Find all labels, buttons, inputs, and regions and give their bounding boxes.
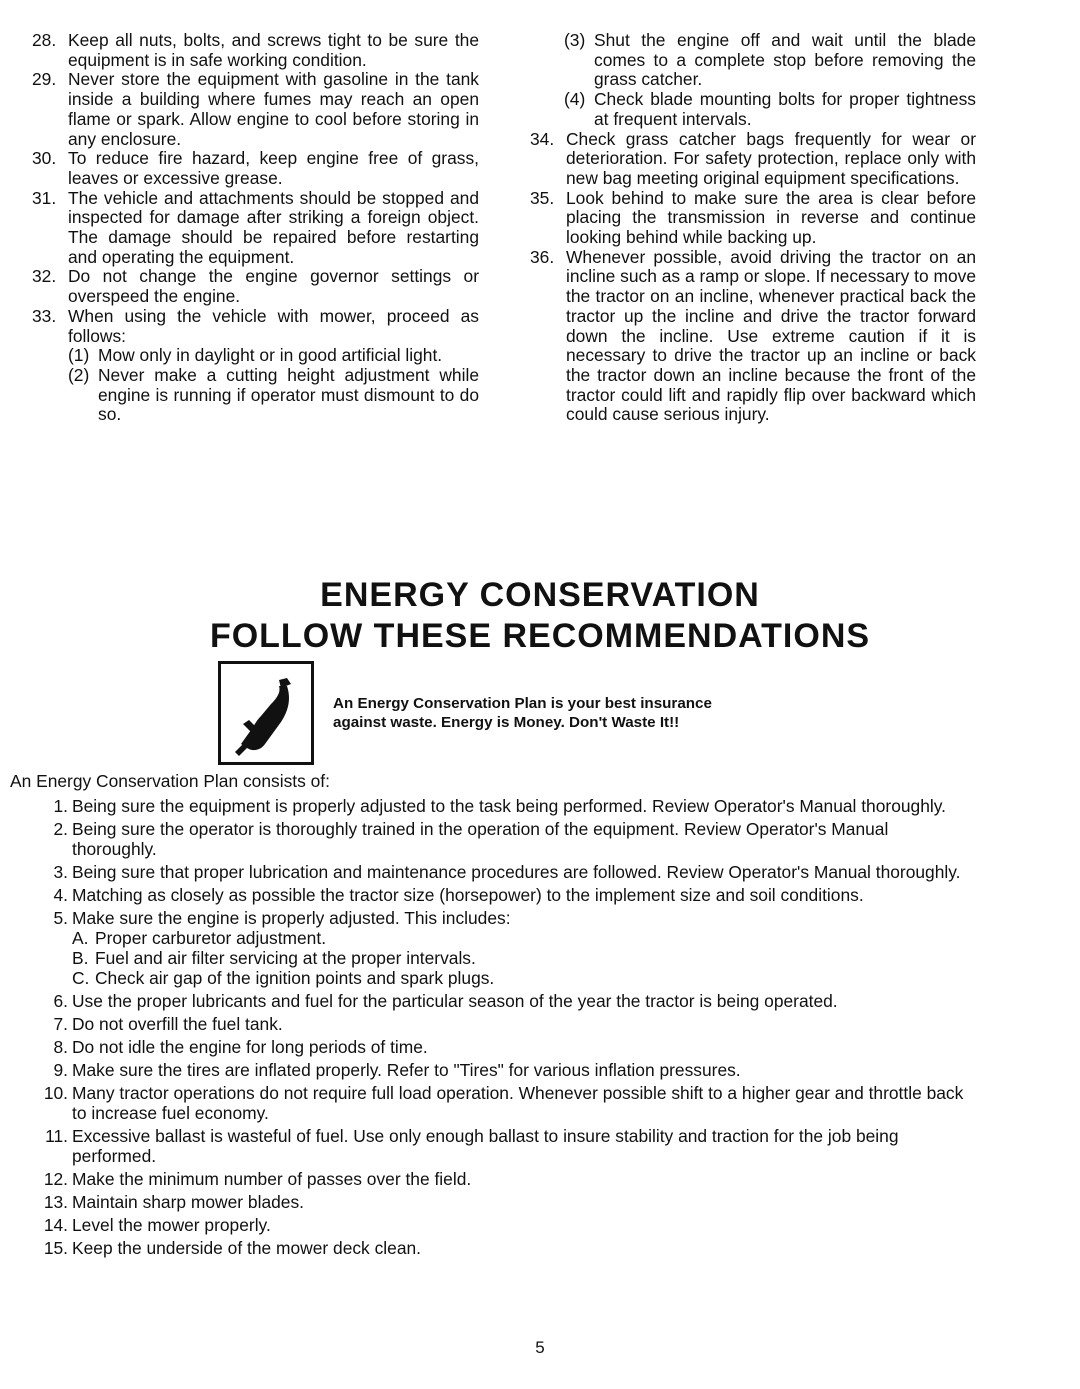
safety-item-31 [32,189,479,268]
energy-item-3 [10,862,972,882]
energy-item-1 [10,796,972,816]
safety-item-36 [530,248,976,425]
item-text: Keep the underside of the mower deck clean. [72,1238,421,1258]
section-subtitle: FOLLOW THESE RECOMMENDATIONS [209,617,871,655]
item-number: 10. [43,1083,68,1103]
energy-item-15 [10,1238,972,1258]
sub-text: Proper carburetor adjustment. [95,928,327,948]
item-number: 34. [530,128,555,149]
safety-item-32 [32,267,479,306]
item-text: Being sure the equipment is properly adjusted to the task being performed. Review Operator's Manual thoroughly. [72,796,946,816]
item-number: 33. [32,305,57,326]
item-text: Do not overfill the fuel tank. [72,1014,283,1034]
safety-item-34 [530,130,976,189]
safety-left-column [32,31,479,425]
step-text: Check blade mounting bolts for proper tightness at frequent intervals. [594,89,976,129]
section-title: ENERGY CONSERVATION [320,576,760,614]
item-number: 8. [53,1037,68,1057]
energy-item-9 [10,1060,972,1080]
item-text: Whenever possible, avoid driving the tractor on an incline such as a ramp or slope. If necessary to move the tractor on an incline, whenever practical back the tractor up the incline and drive the tractor forward down the incline. Use extreme caution if it is necessary to drive the tractor up an incline or back the tractor down an incline because the front of the tractor could lift and rapidly flip over backward which could cause serious injury. [566,246,976,425]
energy-item-13 [10,1192,972,1212]
sub-text: Fuel and air filter servicing at the proper intervals. [95,948,476,968]
step-number: (3) [564,30,586,50]
fuel-nozzle-icon-frame [218,661,314,765]
sub-key: B. [72,948,89,968]
sub-item-a [72,928,972,948]
energy-item-6 [10,991,972,1011]
item-text: Make sure the engine is properly adjusted. This includes: [72,908,511,928]
item-number: 29. [32,69,57,90]
safety-item-28 [32,31,479,70]
item-text: When using the vehicle with mower, proceed as follows: [68,305,479,346]
sub-key: C. [72,968,90,988]
page-number: 5 [535,1338,545,1357]
mower-step-3 [530,31,976,90]
item-number: 9. [53,1060,68,1080]
sub-item-c [72,968,972,988]
item-text: Matching as closely as possible the tractor size (horsepower) to the implement size and soil conditions. [72,885,864,905]
item-number: 1. [53,796,68,816]
step-text: Mow only in daylight or in good artificial light. [98,345,443,366]
item-number: 36. [530,246,555,267]
energy-item-8 [10,1037,972,1057]
item-number: 3. [53,862,68,882]
safety-item-35 [530,189,976,248]
item-number: 15. [43,1238,68,1258]
item-number: 7. [53,1014,68,1034]
safety-item-29 [32,70,479,149]
item-text: Excessive ballast is wasteful of fuel. Use only enough ballast to insure stability and traction for the job being performed. [72,1126,899,1166]
mower-step-2 [32,366,479,425]
item-text: Being sure the operator is thoroughly trained in the operation of the equipment. Review Operator's Manual thoroughly. [72,819,889,859]
callout-line-2: against waste. Energy is Money. Don't Waste It!! [333,714,680,731]
step-number: (1) [68,345,90,366]
item-number: 12. [43,1169,68,1189]
energy-item-10 [10,1083,972,1123]
safety-item-30 [32,149,479,188]
item-text: Many tractor operations do not require full load operation. Whenever possible shift to a higher gear and throttle back to increase fuel economy. [72,1083,964,1123]
step-number: (2) [68,364,90,385]
item-number: 6. [53,991,68,1011]
item-number: 11. [45,1126,68,1146]
item-text: Level the mower properly. [72,1215,271,1235]
sub-key: A. [72,928,89,948]
mower-step-4 [530,90,976,129]
item-text: Keep all nuts, bolts, and screws tight to be sure the equipment is in safe working condition. [68,30,479,70]
energy-item-14 [10,1215,972,1235]
item-text: Maintain sharp mower blades. [72,1192,304,1212]
item-number: 14. [43,1215,68,1235]
item-number: 32. [32,266,57,287]
sub-text: Check air gap of the ignition points and spark plugs. [95,968,495,988]
energy-item-4 [10,885,972,905]
item-text: Do not idle the engine for long periods of time. [72,1037,428,1057]
item-number: 4. [53,885,68,905]
energy-item-2 [10,819,972,859]
item-number: 2. [53,819,68,839]
safety-right-column [530,31,976,425]
energy-callout [333,694,853,732]
item-number: 35. [530,187,555,208]
energy-intro: An Energy Conservation Plan consists of: [10,771,330,791]
item-number: 30. [32,148,57,169]
mower-step-1 [32,346,479,366]
item-number: 31. [32,187,57,208]
item-number: 5. [53,908,68,928]
step-number: (4) [564,89,586,110]
step-text: Never make a cutting height adjustment while engine is running if operator must dismount to do so. [98,364,479,425]
energy-plan [10,771,972,1261]
energy-item-5 [10,908,972,988]
energy-item-7 [10,1014,972,1034]
step-text: Shut the engine off and wait until the blade comes to a complete stop before removing the grass catcher. [594,30,976,90]
item-text: Make the minimum number of passes over the field. [72,1169,472,1189]
item-text: Check grass catcher bags frequently for wear or deterioration. For safety protection, replace only with new bag meeting original equipment specifications. [566,128,976,188]
sub-item-b [72,948,972,968]
item-text: The vehicle and attachments should be stopped and inspected for damage after striking a foreign object. The damage should be repaired before restarting and operating the equipment. [68,187,479,267]
item-text: Being sure that proper lubrication and maintenance procedures are followed. Review Operator's Manual thoroughly. [72,862,961,882]
item-text: Do not change the engine governor settings or overspeed the engine. [68,266,479,307]
item-number: 28. [32,30,57,50]
item-text: Make sure the tires are inflated properly. Refer to "Tires" for various inflation pressures. [72,1060,741,1080]
energy-item-12 [10,1169,972,1189]
item-text: To reduce fire hazard, keep engine free of grass, leaves or excessive grease. [68,148,479,188]
callout-line-1: An Energy Conservation Plan is your best insurance [333,695,712,712]
item-text: Use the proper lubricants and fuel for the particular season of the year the tractor is being operated. [72,991,838,1011]
item-text: Never store the equipment with gasoline in the tank inside a building where fumes may reach an open flame or spark. Allow engine to cool before storing in any enclosure. [68,69,479,149]
safety-item-33 [32,307,479,346]
fuel-nozzle-icon [221,664,311,762]
item-number: 13. [43,1192,68,1212]
energy-item-11 [10,1126,972,1166]
item-text: Look behind to make sure the area is clear before placing the transmission in reverse and continue looking behind while backing up. [566,187,976,248]
